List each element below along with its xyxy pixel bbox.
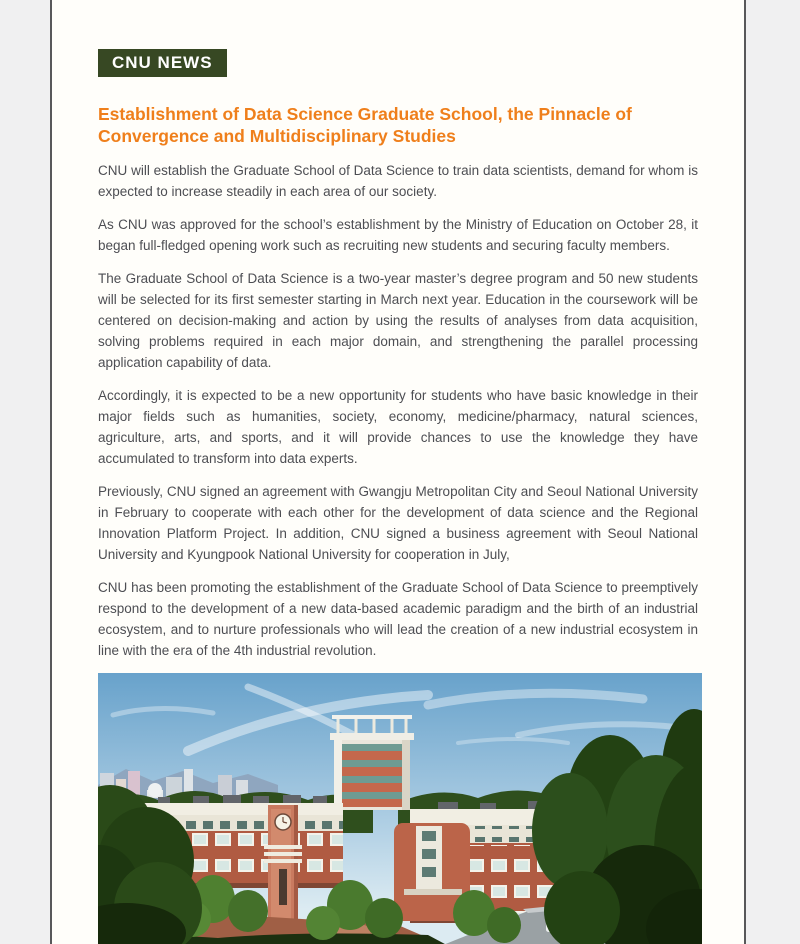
- section-badge: CNU NEWS: [98, 49, 227, 77]
- article-paragraph: CNU will establish the Graduate School of Data Science to train data scientists, demand for whom is expected to increase steadily in each area of our society.: [98, 163, 698, 199]
- article-content: [52, 0, 744, 944]
- campus-photo: [98, 673, 702, 944]
- left-gutter: [0, 0, 50, 944]
- right-gutter: [746, 0, 796, 944]
- article-paragraph: Accordingly, it is expected to be a new opportunity for students who have basic knowledge in their major fields such as humanities, society, economy, medicine/pharmacy, natural sciences, agriculture, arts, and sports, and it will provide chances to use the knowledge they have accumulated to transform into data experts.: [98, 388, 698, 466]
- article-paragraph: CNU has been promoting the establishment of the Graduate School of Data Science to preemptively respond to the development of a new data-based academic paradigm and the birth of an industrial ecosystem, and to nurture professionals who will lead the creation of a new industrial ecosystem in line with the era of the 4th industrial revolution.: [98, 580, 698, 658]
- article-sheet: [50, 0, 746, 944]
- article-paragraph: The Graduate School of Data Science is a two-year master’s degree program and 50 new students will be selected for its first semester starting in March next year. Education in the coursework will be centered on decision-making and action by using the results of analyses from data acquisition, solving problems required in each major domain, and strengthening the parallel processing application capability of data.: [98, 271, 698, 370]
- article-paragraph: As CNU was approved for the school’s establishment by the Ministry of Education on October 28, it began full-fledged opening work such as recruiting new students and securing faculty members.: [98, 217, 698, 253]
- article-paragraph: Previously, CNU signed an agreement with Gwangju Metropolitan City and Seoul National University in February to cooperate with each other for the development of data science and the Regional Innovation Platform Project. In addition, CNU signed a business agreement with Seoul National University and Kyungpook National University for cooperation in July,: [98, 484, 698, 562]
- article-headline: Establishment of Data Science Graduate School, the Pinnacle of Convergence and Multidisciplinary Studies: [98, 104, 632, 146]
- campus-photo-illustration: [98, 673, 702, 944]
